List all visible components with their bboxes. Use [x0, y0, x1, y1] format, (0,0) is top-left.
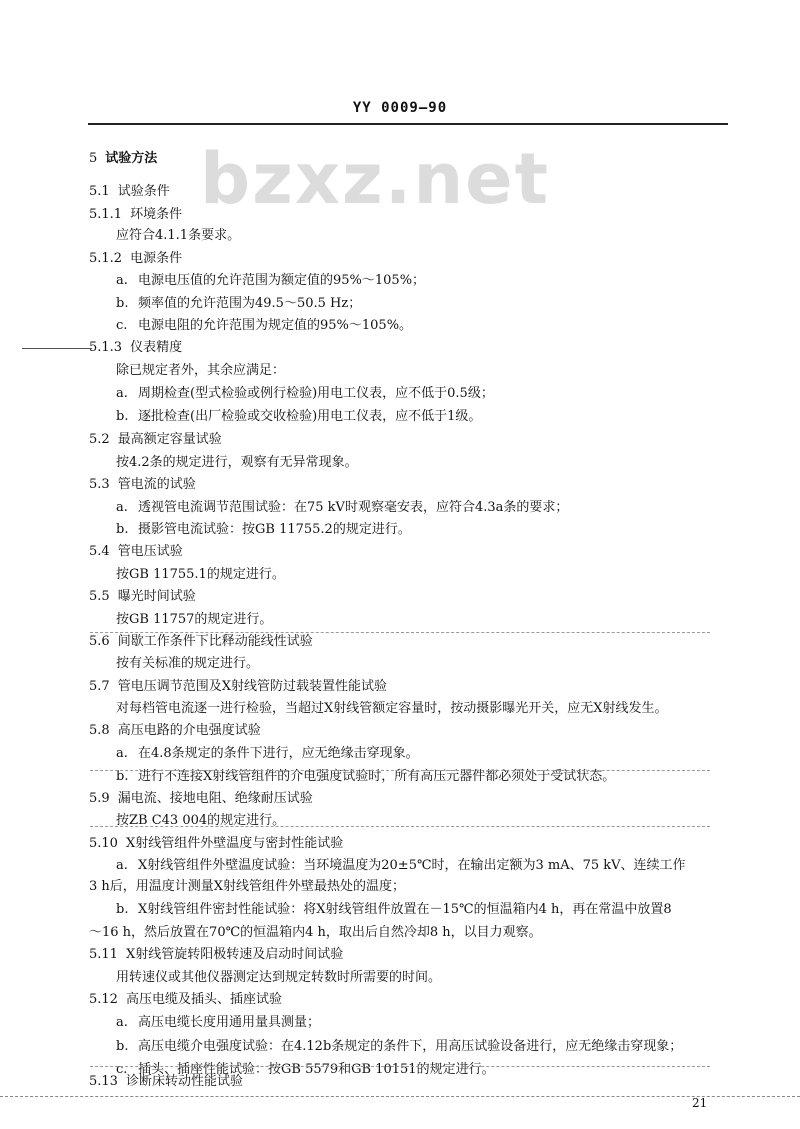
line-text: 应符合4.1.1条要求。 — [116, 228, 241, 243]
paragraph-line — [116, 455, 358, 471]
line-text: 按ZB C43 004的规定进行。 — [116, 813, 286, 828]
list-marker: b. — [116, 409, 129, 424]
section-number: 5 — [89, 151, 98, 166]
paragraph-line — [116, 656, 259, 672]
line-text: 电源电阻的允许范围为规定值的95%～105%。 — [138, 318, 413, 333]
list-item — [116, 500, 568, 516]
section-number: 5.7 — [89, 679, 110, 694]
list-item — [116, 746, 419, 762]
section-heading — [89, 791, 313, 807]
section-heading — [89, 477, 196, 493]
line-text: 周期检查(型式检验或例行检验)用电工仪表，应不低于0.5级； — [138, 386, 494, 401]
section-number: 5.9 — [89, 791, 110, 806]
section-number: 5.5 — [89, 589, 110, 604]
line-text: 环境条件 — [130, 207, 183, 222]
line-text: 间歇工作条件下比释动能线性试验 — [117, 634, 313, 649]
list-item — [116, 769, 615, 785]
paragraph-line — [116, 567, 285, 583]
section-number: 5.10 — [89, 836, 118, 851]
list-item — [116, 386, 494, 402]
list-marker: b. — [116, 1039, 129, 1054]
section-heading — [89, 207, 182, 223]
scan-mark — [90, 770, 710, 771]
list-item — [116, 296, 361, 312]
list-marker: c. — [116, 1062, 128, 1077]
standard-id-header: YY 0009—90 — [352, 100, 448, 116]
line-text: 管电压试验 — [117, 544, 183, 559]
list-marker: a. — [116, 500, 128, 515]
paragraph-line — [116, 363, 285, 379]
line-text: 除已规定者外，其余应满足： — [116, 363, 286, 378]
footer-rule — [0, 1096, 800, 1097]
line-text: 对每档管电流逐一进行检验，当超过X射线管额定容量时，按动摄影曝光开关，应无X射线发生。 — [116, 701, 668, 716]
line-text: 最高额定容量试验 — [117, 432, 222, 447]
list-marker: a. — [116, 858, 128, 873]
section-number: 5.12 — [89, 992, 118, 1007]
line-text: 高压电缆及插头、插座试验 — [125, 992, 282, 1007]
line-text: 电源条件 — [130, 251, 183, 266]
paragraph-line — [89, 879, 405, 895]
line-text: 插头、插座性能试验：按GB 5579和GB 10151的规定进行。 — [138, 1062, 495, 1077]
paragraph-line — [89, 925, 542, 941]
list-item — [116, 318, 412, 334]
section-number: 5.1.1 — [89, 207, 123, 222]
section-number: 5.6 — [89, 634, 110, 649]
list-item — [116, 522, 411, 538]
list-marker: a. — [116, 1015, 128, 1030]
list-marker: b. — [116, 296, 129, 311]
line-text: 试验条件 — [117, 184, 170, 199]
line-text: 诊断床转动性能试验 — [125, 1074, 243, 1089]
list-marker: c. — [116, 318, 128, 333]
paragraph-line — [116, 612, 272, 628]
section-heading — [89, 679, 387, 695]
line-text: X射线管旋转阳极转速及启动时间试验 — [125, 947, 344, 962]
line-text: 试验方法 — [105, 151, 158, 166]
list-item — [116, 273, 425, 289]
list-marker: b. — [116, 522, 129, 537]
line-text: 在4.8条规定的条件下进行，应无绝缘击穿现象。 — [138, 746, 419, 761]
section-number: 5.3 — [89, 477, 110, 492]
paragraph-line — [116, 701, 668, 717]
section-heading — [89, 184, 170, 200]
section-heading — [89, 544, 183, 560]
line-text: 高压电路的介电强度试验 — [117, 723, 261, 738]
line-text: 高压电缆介电强度试验：在4.12b条规定的条件下，用高压试验设备进行，应无绝缘击穿现象； — [138, 1039, 683, 1054]
section-number: 5.1 — [89, 184, 110, 199]
line-text: 漏电流、接地电阻、绝缘耐压试验 — [117, 791, 313, 806]
line-text: X射线管组件外壁温度试验：当环境温度为20±5℃时，在输出定额为3 mA、75 kV、连续工作 — [138, 858, 686, 873]
section-heading — [89, 992, 282, 1008]
line-text: 用转速仪或其他仪器测定达到规定转数时所需要的时间。 — [116, 970, 442, 985]
section-heading — [89, 251, 182, 267]
scan-mark — [22, 348, 92, 349]
line-text: ～16 h，然后放置在70℃的恒温箱内4 h，取出后自然冷却8 h，以目力观察。 — [89, 925, 542, 940]
list-item — [116, 1039, 682, 1055]
scan-mark — [90, 1066, 710, 1067]
section-heading — [89, 151, 157, 167]
section-heading — [89, 836, 343, 852]
paragraph-line — [116, 970, 441, 986]
section-heading — [89, 1074, 243, 1090]
section-heading — [89, 634, 313, 650]
scan-mark — [90, 826, 710, 827]
section-heading — [89, 340, 182, 356]
line-text: X射线管组件密封性能试验：将X射线管组件放置在－15℃的恒温箱内4 h，再在常温中放置8 — [138, 902, 672, 917]
line-text: 曝光时间试验 — [117, 589, 196, 604]
line-text: 电源电压值的允许范围为额定值的95%～105%； — [138, 273, 426, 288]
line-text: 摄影管电流试验：按GB 11755.2的规定进行。 — [138, 522, 411, 537]
line-text: X射线管组件外壁温度与密封性能试验 — [125, 836, 344, 851]
line-text: 仪表精度 — [130, 340, 183, 355]
section-number: 5.4 — [89, 544, 110, 559]
section-number: 5.1.3 — [89, 340, 123, 355]
list-marker: b. — [116, 902, 129, 917]
header-rule — [88, 123, 728, 125]
list-item — [116, 409, 481, 425]
section-number: 5.2 — [89, 432, 110, 447]
line-text: 按4.2条的规定进行，观察有无异常现象。 — [116, 455, 358, 470]
section-number: 5.1.2 — [89, 251, 123, 266]
line-text: 按有关标准的规定进行。 — [116, 656, 260, 671]
list-marker: a. — [116, 273, 128, 288]
section-heading — [89, 589, 196, 605]
line-text: 管电压调节范围及X射线管防过载装置性能试验 — [117, 679, 387, 694]
list-marker: a. — [116, 386, 128, 401]
list-item — [116, 858, 686, 874]
line-text: 按GB 11757的规定进行。 — [116, 612, 273, 627]
watermark: bzxz.net — [200, 138, 551, 220]
section-heading — [89, 947, 343, 963]
section-heading — [89, 723, 261, 739]
line-text: 3 h后，用温度计测量X射线管组件外壁最热处的温度； — [89, 879, 406, 894]
list-marker: a. — [116, 746, 128, 761]
line-text: 频率值的允许范围为49.5～50.5 Hz； — [138, 296, 362, 311]
line-text: 管电流的试验 — [117, 477, 196, 492]
paragraph-line — [116, 228, 240, 244]
list-marker: b. — [116, 769, 129, 784]
section-number: 5.11 — [89, 947, 118, 962]
section-heading — [89, 432, 222, 448]
section-number: 5.13 — [89, 1074, 118, 1089]
section-number: 5.8 — [89, 723, 110, 738]
list-item — [116, 902, 672, 918]
line-text: 透视管电流调节范围试验：在75 kV时观察毫安表，应符合4.3a条的要求； — [138, 500, 569, 515]
line-text: 高压电缆长度用通用量具测量； — [138, 1015, 321, 1030]
list-item — [116, 1015, 320, 1031]
scan-mark — [90, 632, 710, 633]
page-number: 21 — [692, 1096, 708, 1110]
line-text: 按GB 11755.1的规定进行。 — [116, 567, 285, 582]
line-text: 进行不连接X射线管组件的介电强度试验时，所有高压元器件都必须处于受试状态。 — [138, 769, 616, 784]
line-text: 逐批检查(出厂检验或交收检验)用电工仪表，应不低于1级。 — [138, 409, 482, 424]
